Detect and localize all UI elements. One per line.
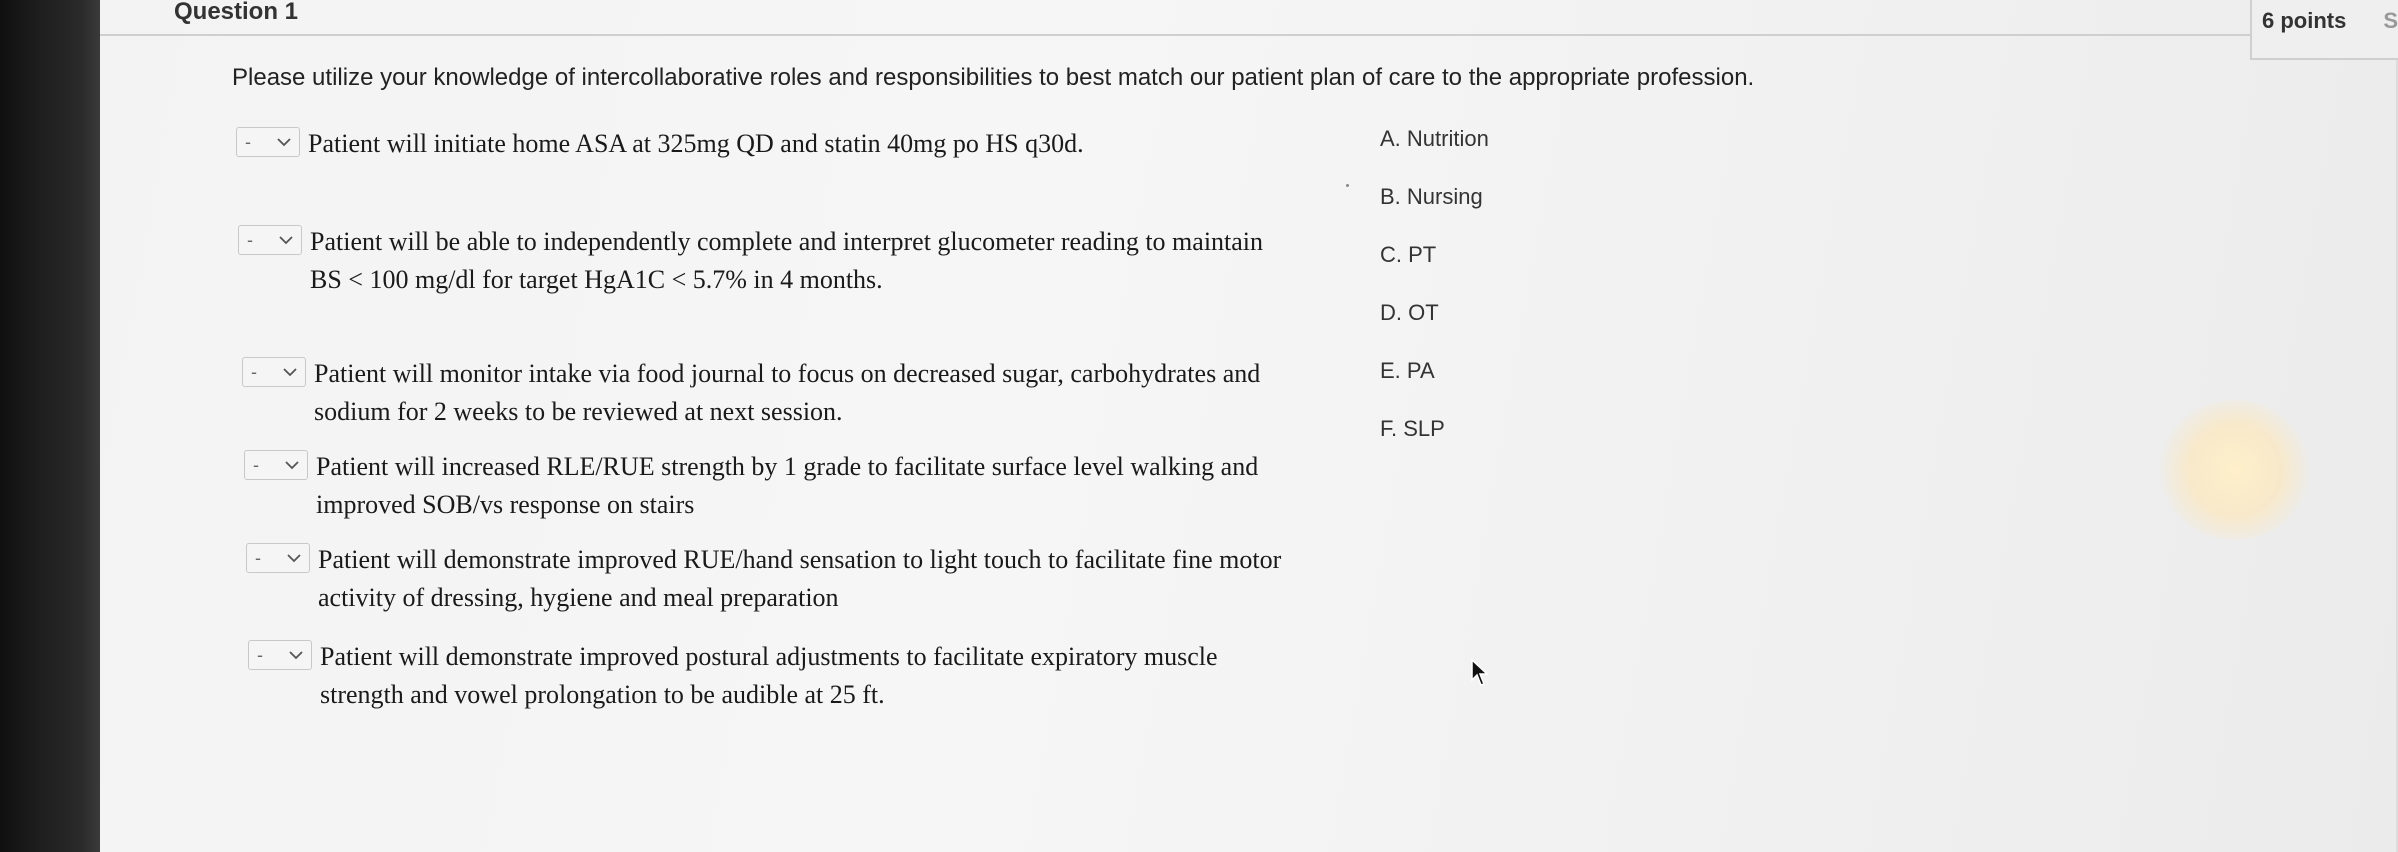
item-text [310,223,1263,299]
points-label: 6 points [2262,8,2347,33]
select-value: - [255,547,261,568]
option-pt: C. PT [1380,242,1437,267]
item-text [316,448,1258,524]
points-box [2250,0,2398,60]
item-text [320,638,1218,714]
item-text [314,355,1260,431]
stray-dot [1346,184,1349,187]
select-value: - [257,644,263,665]
select-value: - [247,229,253,250]
item-line: Patient will initiate home ASA at 325mg QD and statin 40mg po HS q30d. [308,129,1084,158]
match-item [238,223,1263,299]
option-nutrition: A. Nutrition [1380,126,1489,151]
light-glare [2160,400,2310,540]
item-line: Patient will demonstrate improved RUE/hand sensation to light touch to facilitate fine motor [318,545,1282,574]
item-line: activity of dressing, hygiene and meal preparation [318,583,839,612]
points-extra: S [2383,8,2398,33]
item-text [318,541,1281,617]
option-slp: F. SLP [1380,416,1445,441]
select-value: - [245,131,251,152]
item-line: sodium for 2 weeks to be reviewed at next session. [314,397,843,426]
match-select[interactable] [244,450,308,480]
select-value: - [251,361,257,382]
chevron-down-icon [277,137,291,147]
match-item [236,125,1084,163]
item-line: Patient will demonstrate improved postural adjustments to facilitate expiratory muscle [320,642,1218,671]
item-line: BS < 100 mg/dl for target HgA1C < 5.7% in 4 months. [310,265,883,294]
question-instruction: Please utilize your knowledge of intercollaborative roles and responsibilities to best match our patient plan of care to the appropriate profession. [232,64,1755,91]
match-select[interactable] [246,543,310,573]
chevron-down-icon [285,460,299,470]
chevron-down-icon [287,553,301,563]
option-pa: E. PA [1380,358,1435,383]
item-line: Patient will increased RLE/RUE strength by 1 grade to facilitate surface level walking and [316,452,1259,481]
match-item [242,355,1260,431]
select-value: - [253,454,259,475]
monitor-bezel [0,0,100,852]
match-item [248,638,1218,714]
option-nursing: B. Nursing [1380,184,1483,209]
mouse-cursor-icon [1470,658,1492,688]
match-item [246,541,1281,617]
item-line: Patient will be able to independently complete and interpret glucometer reading to maintain [310,227,1264,256]
option-ot: D. OT [1380,300,1439,325]
item-line: strength and vowel prolongation to be audible at 25 ft. [320,680,885,709]
match-select[interactable] [238,225,302,255]
item-text [308,125,1084,163]
chevron-down-icon [279,235,293,245]
item-line: improved SOB/vs response on stairs [316,490,695,519]
chevron-down-icon [289,650,303,660]
chevron-down-icon [283,367,297,377]
question-header [100,0,2250,36]
match-select[interactable] [242,357,306,387]
match-select[interactable] [248,640,312,670]
question-title: Question 1 [174,0,299,25]
item-line: Patient will monitor intake via food journal to focus on decreased sugar, carbohydrates and [314,359,1261,388]
match-select[interactable] [236,127,300,157]
match-item [244,448,1258,524]
